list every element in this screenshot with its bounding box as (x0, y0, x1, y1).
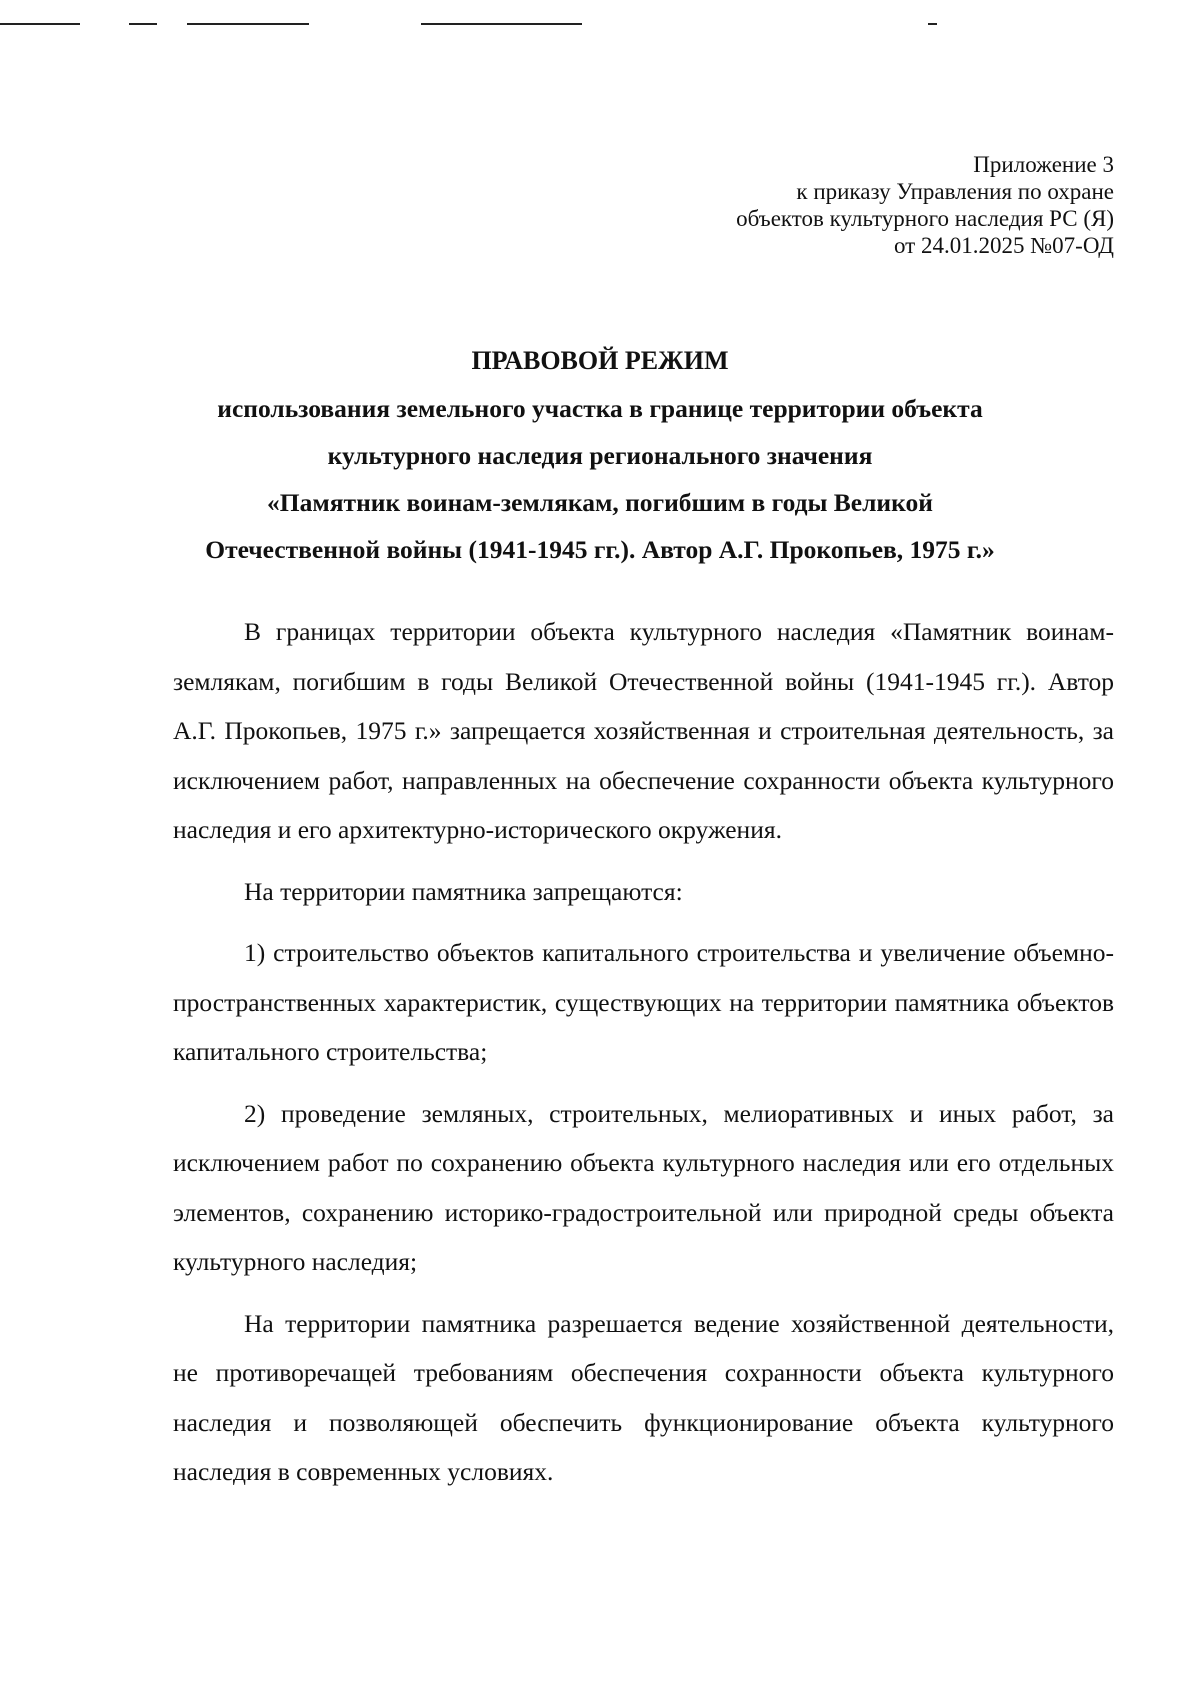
annex-header (736, 151, 1114, 259)
title-main: ПРАВОВОЙ РЕЖИМ (471, 346, 729, 375)
annex-line: Приложение 3 (973, 152, 1114, 177)
body-paragraph: 2) проведение земляных, строительных, мелиоративных и иных работ, за исключением работ по сохранению объекта культурного наследия или его отдельных элементов, сохранению историко-градостроительной или природной среды объекта культурного наследия; (173, 1098, 1114, 1276)
annex-line: объектов культурного наследия РС (Я) (736, 206, 1114, 231)
document-body (173, 607, 1114, 1509)
scan-artifact-line (129, 23, 157, 25)
body-paragraph: 1) строительство объектов капитального строительства и увеличение объемно-пространственных характеристик, существующих на территории памятника объектов капитального строительства; (173, 938, 1114, 1066)
title-line: культурного наследия регионального значения (327, 441, 873, 470)
title-line: «Памятник воинам-землякам, погибшим в годы Великой (267, 488, 933, 517)
title-line: Отечественной войны (1941-1945 гг.). Автор А.Г. Прокопьев, 1975 г.» (205, 535, 995, 564)
annex-line: от 24.01.2025 №07-ОД (893, 233, 1114, 258)
scan-artifact-line (187, 23, 309, 25)
body-paragraph: На территории памятника запрещаются: (244, 876, 683, 906)
scan-artifact-line (0, 23, 80, 25)
scan-artifact-line (421, 23, 582, 25)
body-paragraph: В границах территории объекта культурного наследия «Памятник воинам-землякам, погибшим в годы Великой Отечественной войны (1941-1945 гг.). Автор А.Г. Прокопьев, 1975 г.» запрещается хозяйственная и строительная деятельность, за исключением работ, направленных на обеспечение сохранности объекта культурного наследия и его архитектурно-исторического окружения. (173, 617, 1114, 844)
annex-line: к приказу Управления по охране (796, 179, 1114, 204)
body-paragraph: На территории памятника разрешается ведение хозяйственной деятельности, не противоречащей требованиям обеспечения сохранности объекта культурного наследия и позволяющей обеспечить функционирование объекта культурного наследия в современных условиях. (173, 1308, 1114, 1486)
title-line: использования земельного участка в границе территории объекта (217, 394, 983, 423)
document-title (150, 337, 1050, 573)
scan-artifact-line (928, 23, 937, 25)
